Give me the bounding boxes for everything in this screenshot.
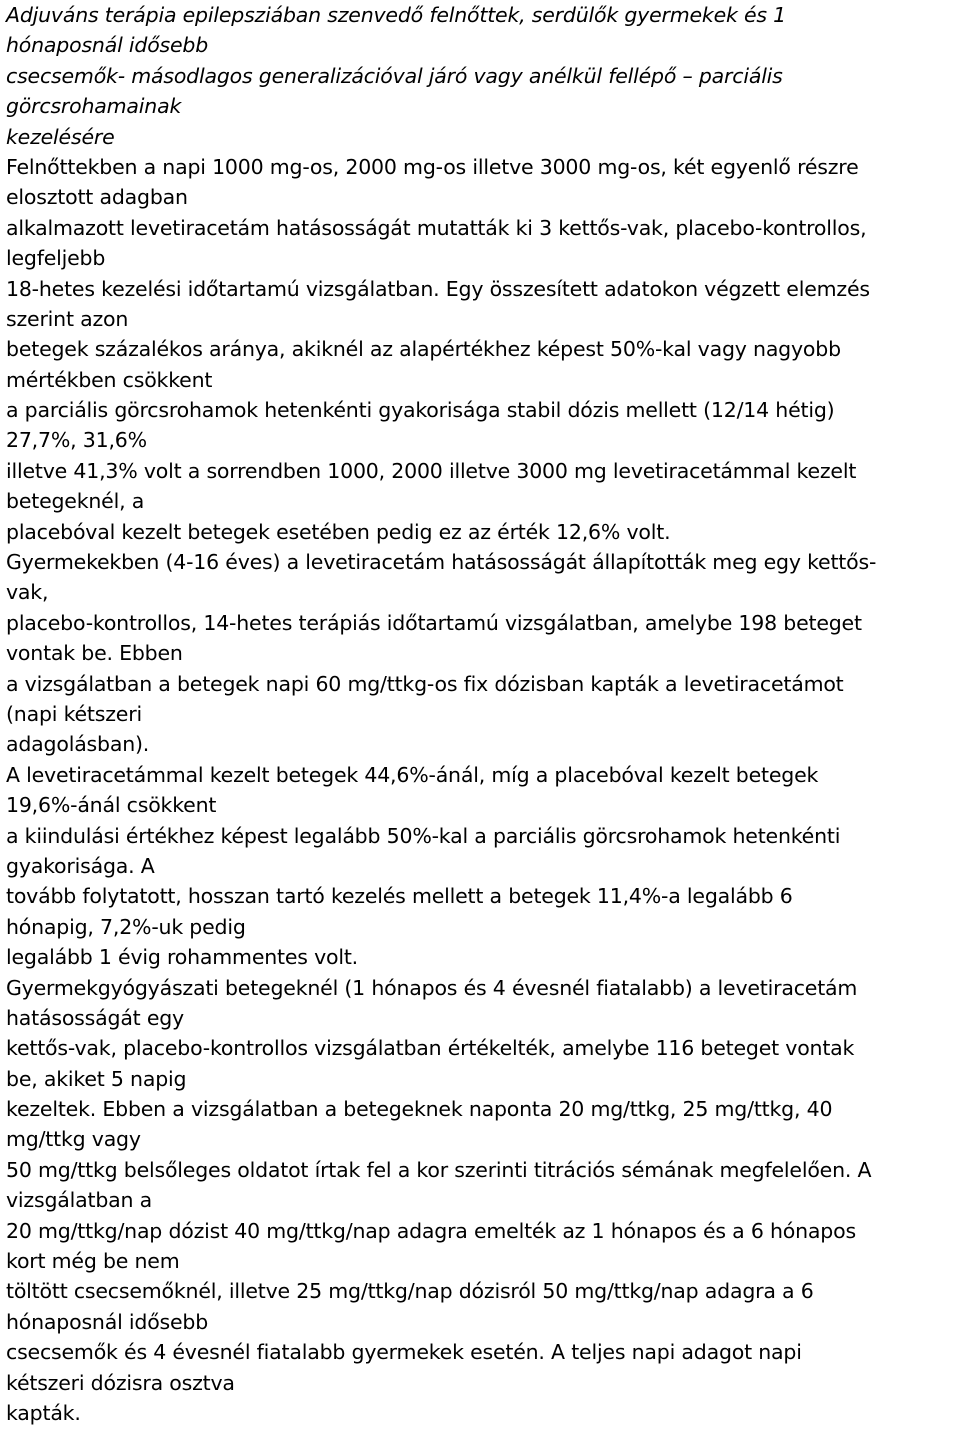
body-line: adagolásban). [6, 732, 150, 757]
body-line: hónapig, 7,2%-uk pedig [6, 914, 246, 939]
body-line: kapták. [6, 1400, 81, 1425]
section-heading [6, 0, 956, 152]
body-line: 50 mg/ttkg belsőleges oldatot írtak fel a kor szerinti titrációs sémának megfelelően. A [6, 1157, 872, 1182]
body-line: 19,6%-ánál csökkent [6, 793, 217, 818]
body-line: csecsemők és 4 évesnél fiatalabb gyermekek esetén. A teljes napi adagot napi [6, 1340, 802, 1365]
body-line: hatásosságát egy [6, 1005, 184, 1030]
body-line: illetve 41,3% volt a sorrendben 1000, 2000 illetve 3000 mg levetiracetámmal kezelt [6, 458, 857, 483]
body-line: A levetiracetámmal kezelt betegek 44,6%-ánál, míg a placebóval kezelt betegek [6, 762, 819, 787]
document-page [6, 0, 956, 1428]
body-line: kezeltek. Ebben a vizsgálatban a betegeknek naponta 20 mg/ttkg, 25 mg/ttkg, 40 [6, 1097, 833, 1122]
body-line: Gyermekekben (4-16 éves) a levetiracetám hatásosságát állapították meg egy kettős- [6, 550, 877, 575]
heading-line: görcsrohamainak [6, 94, 182, 119]
body-line: mértékben csökkent [6, 367, 213, 392]
heading-line: hónaposnál idősebb [6, 33, 209, 58]
body-text [6, 152, 956, 1428]
body-line: be, akiket 5 napig [6, 1066, 187, 1091]
body-line: kort még be nem [6, 1249, 180, 1274]
body-line: vak, [6, 580, 49, 605]
body-line: 18-hetes kezelési időtartamú vizsgálatban. Egy összesített adatokon végzett elemzés [6, 276, 870, 301]
body-line: (napi kétszeri [6, 701, 142, 726]
heading-line: csecsemők- másodlagos generalizációval járó vagy anélkül fellépő – parciális [6, 63, 783, 88]
body-line: a kiindulási értékhez képest legalább 50%-kal a parciális görcsrohamok hetenkénti [6, 823, 841, 848]
body-line: tovább folytatott, hosszan tartó kezelés mellett a betegek 11,4%-a legalább 6 [6, 884, 793, 909]
heading-line: Adjuváns terápia epilepsziában szenvedő felnőttek, serdülők gyermekek és 1 [6, 3, 787, 27]
body-line: legalább 1 évig rohammentes volt. [6, 945, 358, 970]
body-line: 20 mg/ttkg/nap dózist 40 mg/ttkg/nap adagra emelték az 1 hónapos és a 6 hónapos [6, 1218, 856, 1243]
body-line: szerint azon [6, 306, 129, 331]
body-line: mg/ttkg vagy [6, 1127, 141, 1152]
body-line: gyakorisága. A [6, 853, 155, 878]
body-line: a parciális görcsrohamok hetenkénti gyakorisága stabil dózis mellett (12/14 hétig) [6, 398, 835, 423]
body-line: betegek százalékos aránya, akiknél az alapértékhez képest 50%-kal vagy nagyobb [6, 337, 841, 362]
body-line: betegeknél, a [6, 489, 145, 514]
body-line: töltött csecsemőknél, illetve 25 mg/ttkg/nap dózisról 50 mg/ttkg/nap adagra a 6 [6, 1279, 814, 1304]
body-line: vizsgálatban a [6, 1188, 152, 1213]
body-line: placebo-kontrollos, 14-hetes terápiás időtartamú vizsgálatban, amelybe 198 beteget [6, 610, 862, 635]
body-line: kétszeri dózisra osztva [6, 1370, 235, 1395]
heading-line: kezelésére [6, 124, 115, 149]
body-line: hónaposnál idősebb [6, 1309, 209, 1334]
body-line: placebóval kezelt betegek esetében pedig ez az érték 12,6% volt. [6, 519, 671, 544]
body-line: Gyermekgyógyászati betegeknél (1 hónapos és 4 évesnél fiatalabb) a levetiracetám [6, 975, 858, 1000]
body-line: 27,7%, 31,6% [6, 428, 147, 453]
body-line: Felnőttekben a napi 1000 mg-os, 2000 mg-os illetve 3000 mg-os, két egyenlő részre [6, 154, 859, 179]
body-line: kettős-vak, placebo-kontrollos vizsgálatban értékelték, amelybe 116 beteget vontak [6, 1036, 855, 1061]
body-line: legfeljebb [6, 246, 106, 271]
body-line: alkalmazott levetiracetám hatásosságát mutatták ki 3 kettős-vak, placebo-kontrollos, [6, 215, 867, 240]
body-line: a vizsgálatban a betegek napi 60 mg/ttkg-os fix dózisban kapták a levetiracetámot [6, 671, 844, 696]
body-line: elosztott adagban [6, 185, 188, 210]
body-line: vontak be. Ebben [6, 641, 183, 666]
